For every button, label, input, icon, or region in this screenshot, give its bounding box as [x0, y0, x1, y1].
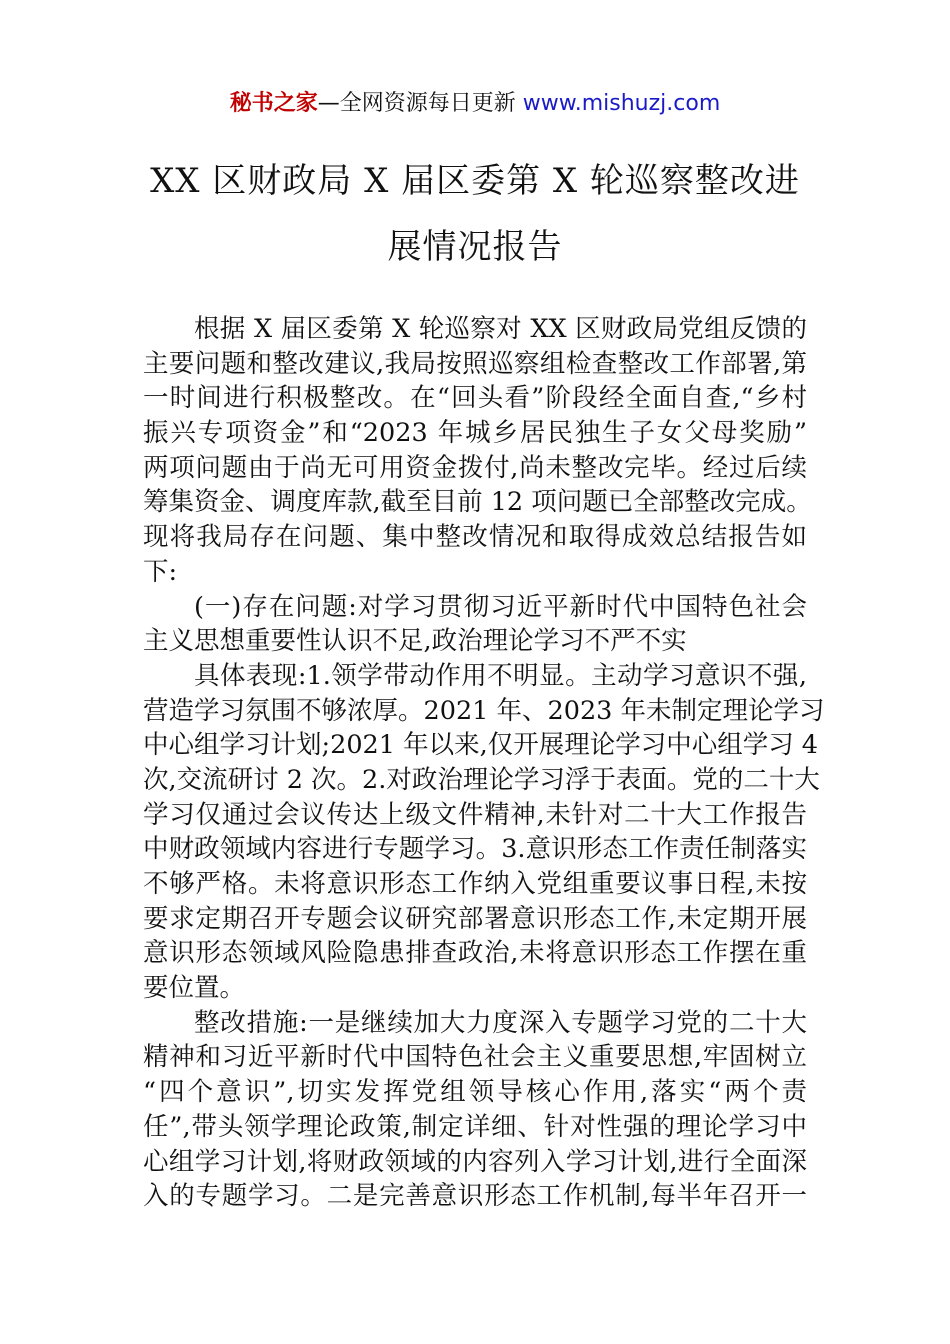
paragraph-line: 中财政领域内容进行专题学习。3.意识形态工作责任制落实 — [143, 834, 807, 865]
paragraph-line: 根据 X 届区委第 X 轮巡察对 XX 区财政局党组反馈的 — [194, 314, 807, 344]
site-brand: 秘书之家 — [229, 91, 318, 116]
paragraph-line: 一时间进行积极整改。在“回头看”阶段经全面自查,“乡村 — [143, 383, 807, 414]
paragraph-line: 营造学习氛围不够浓厚。2021 年、2023 年未制定理论学习 — [143, 695, 825, 726]
paragraph-line: 主要问题和整改建议,我局按照巡察组检查整改工作部署,第 — [143, 348, 807, 379]
document-body — [143, 312, 825, 1214]
paragraph-line: 下: — [143, 556, 178, 587]
paragraph-line: 任”,带头领学理论政策,制定详细、针对性强的理论学习中 — [143, 1111, 807, 1142]
paragraph-line: 入的专题学习。二是完善意识形态工作机制,每半年召开一 — [143, 1181, 807, 1212]
section-heading-line: 主义思想重要性认识不足,政治理论学习不严不实 — [143, 626, 687, 657]
site-slogan: —全网资源每日更新 — [317, 91, 516, 116]
site-header-banner — [0, 88, 950, 120]
paragraph-line: 要求定期召开专题会议研究部署意识形态工作,未定期开展 — [143, 903, 807, 934]
paragraph-line: 精神和习近平新时代中国特色社会主义重要思想,牢固树立 — [143, 1042, 807, 1073]
paragraph-line: 中心组学习计划;2021 年以来,仅开展理论学习中心组学习 4 — [143, 730, 819, 761]
paragraph-line: 不够严格。未将意识形态工作纳入党组重要议事日程,未按 — [143, 869, 807, 899]
paragraph-line: 具体表现:1.领学带动作用不明显。主动学习意识不强, — [194, 660, 807, 691]
paragraph-line: 要位置。 — [143, 973, 246, 1004]
paragraph-line: 筹集资金、调度库款,截至目前 12 项问题已全部整改完成。 — [143, 487, 812, 518]
paragraph-line: 心组学习计划,将财政领域的内容列入学习计划,进行全面深 — [143, 1146, 807, 1177]
site-url-link[interactable]: www.mishuzj.com — [522, 91, 721, 116]
paragraph-line: 整改措施:一是继续加大力度深入专题学习党的二十大 — [194, 1007, 807, 1038]
paragraph-line: 学习仅通过会议传达上级文件精神,未针对二十大工作报告 — [143, 799, 807, 830]
document-title-line-1: XX 区财政局 X 届区委第 X 轮巡察整改进 — [150, 161, 800, 201]
document-title — [140, 148, 810, 280]
paragraph-line: 意识形态领域风险隐患排查政治,未将意识形态工作摆在重 — [143, 938, 807, 969]
document-title-line-2: 展情况报告 — [387, 227, 563, 267]
paragraph-line: 次,交流研讨 2 次。2.对政治理论学习浮于表面。党的二十大 — [143, 764, 820, 795]
paragraph-line: 振兴专项资金”和“2023 年城乡居民独生子女父母奖励” — [143, 418, 807, 449]
paragraph-line: “四个意识”,切实发挥党组领导核心作用,落实“两个责 — [143, 1077, 807, 1108]
section-heading-line: (一)存在问题:对学习贯彻习近平新时代中国特色社会 — [194, 591, 807, 622]
paragraph-line: 现将我局存在问题、集中整改情况和取得成效总结报告如 — [143, 522, 807, 553]
paragraph-line: 两项问题由于尚无可用资金拨付,尚未整改完毕。经过后续 — [143, 452, 807, 483]
